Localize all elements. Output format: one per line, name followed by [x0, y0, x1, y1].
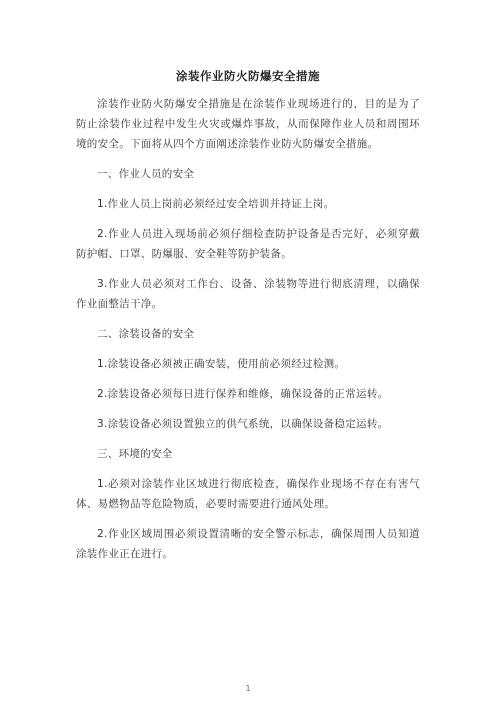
list-item: 3.作业人员必须对工作台、设备、涂装物等进行彻底清理，以确保作业面整洁干净。	[76, 278, 420, 310]
list-item: 2.涂装设备必须每日进行保养和维修，确保设备的正常运转。	[97, 388, 389, 400]
document-body	[76, 94, 420, 574]
list-item: 2.作业人员进入现场前必须仔细检查防护设备是否完好，必须穿戴防护帽、口罩、防爆服、安全鞋等防护装备。	[76, 228, 420, 260]
list-item: 1.作业人员上岗前必须经过安全培训并持证上岗。	[97, 198, 335, 210]
page-title: 涂装作业防火防爆安全措施	[176, 69, 320, 83]
page-number: 1	[245, 684, 251, 693]
list-item: 2.作业区域周围必须设置清晰的安全警示标志，确保周围人员知道涂装作业正在进行。	[76, 528, 420, 560]
section-heading-personnel: 一、作业人员的安全	[97, 168, 195, 180]
list-item: 1.必须对涂装作业区域进行彻底检查，确保作业现场不存在有害气体、易燃物品等危险物质，必要时需要进行通风处理。	[76, 478, 420, 510]
intro-paragraph: 涂装作业防火防爆安全措施是在涂装作业现场进行的，目的是为了防止涂装作业过程中发生火灾或爆炸事故，从而保障作业人员和周围环境的安全。下面将从四个方面阐述涂装作业防火防爆安全措施。	[76, 98, 420, 150]
section-heading-environment: 三、环境的安全	[97, 448, 173, 460]
list-item: 3.涂装设备必须设置独立的供气系统，以确保设备稳定运转。	[97, 418, 389, 430]
list-item: 1.涂装设备必须被正确安装，使用前必须经过检测。	[97, 358, 346, 370]
section-heading-equipment: 二、涂装设备的安全	[97, 328, 195, 340]
